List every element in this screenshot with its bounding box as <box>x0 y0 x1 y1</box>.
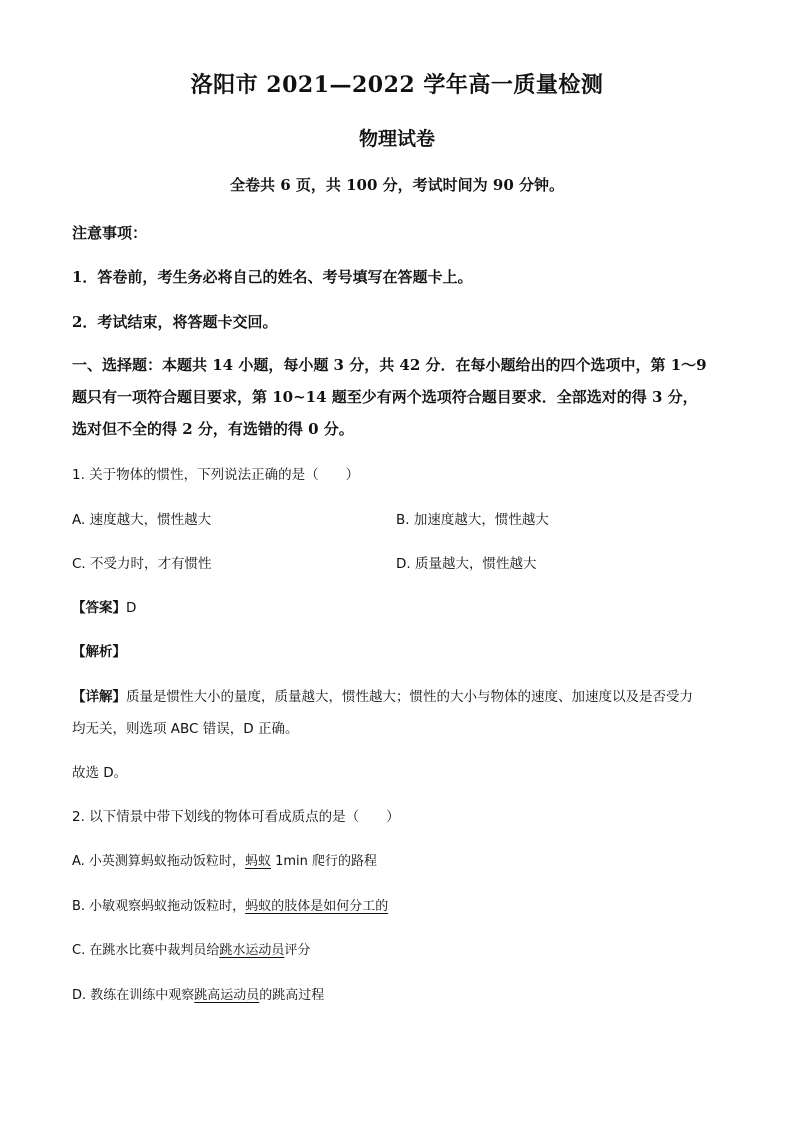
question-2-option-b <box>72 895 388 914</box>
detail-label: 【详解】 <box>72 689 126 705</box>
question-2-option-a <box>72 850 377 869</box>
question-2-option-c <box>72 939 310 958</box>
exam-info: 全卷共 6 页，共 100 分，考试时间为 90 分钟。 <box>230 176 564 194</box>
option-a-suffix: 1min 爬行的路程 <box>270 854 378 869</box>
question-1-option-a: A. 速度越大，惯性越大 <box>72 512 212 528</box>
answer-row <box>72 596 136 616</box>
notice-item-1: 1．答卷前，考生务必将自己的姓名、考号填写在答题卡上。 <box>72 268 473 286</box>
option-b-prefix: B. 小敏观察蚂蚁拖动饭粒时， <box>72 899 246 914</box>
answer-label: 【答案】 <box>72 600 126 616</box>
section-1-line-1: 一、选择题：本题共 14 小题，每小题 3 分，共 42 分．在每小题给出的四个选项中，第 1～9 <box>72 356 707 374</box>
option-a-prefix: A. 小英测算蚂蚁拖动饭粒时， <box>72 854 245 869</box>
answer-value: D <box>126 600 137 616</box>
question-1-option-c: C. 不受力时，才有惯性 <box>72 556 212 572</box>
conclusion: 故选 D。 <box>72 765 128 781</box>
option-c-suffix: 评分 <box>284 943 311 958</box>
option-c-underlined: 跳水运动员 <box>219 943 285 958</box>
section-1-line-2: 题只有一项符合题目要求，第 10~14 题至少有两个选项符合题目要求．全部选对的得 3 分， <box>72 388 698 406</box>
option-b-underlined: 蚂蚁的肢体是如何分工的 <box>245 899 389 914</box>
question-1-option-b: B. 加速度越大，惯性越大 <box>396 512 549 528</box>
notice-heading: 注意事项： <box>72 224 148 242</box>
question-2-stem: 2. 以下情景中带下划线的物体可看成质点的是（ ） <box>72 809 400 825</box>
option-d-underlined: 跳高运动员 <box>194 988 260 1003</box>
exam-title: 洛阳市 2021—2022 学年高一质量检测 <box>190 72 604 98</box>
question-2-option-d <box>72 984 324 1003</box>
option-d-suffix: 的跳高过程 <box>259 988 325 1003</box>
option-c-prefix: C. 在跳水比赛中裁判员给 <box>72 943 220 958</box>
detail-text-1: 质量是惯性大小的量度，质量越大，惯性越大；惯性的大小与物体的速度、加速度以及是否受力 <box>126 689 693 705</box>
question-1-stem: 1. 关于物体的惯性，下列说法正确的是（ ） <box>72 467 360 483</box>
question-1-option-d: D. 质量越大，惯性越大 <box>396 556 537 572</box>
notice-item-2: 2．考试结束，将答题卡交回。 <box>72 313 278 331</box>
option-a-underlined: 蚂蚁 <box>244 854 271 869</box>
section-1-line-3: 选对但不全的得 2 分，有选错的得 0 分。 <box>72 420 354 438</box>
analysis-label: 【解析】 <box>72 644 126 660</box>
detail-line-2: 均无关，则选项 ABC 错误，D 正确。 <box>72 721 299 737</box>
detail-line-1 <box>72 685 693 705</box>
exam-subject: 物理试卷 <box>358 128 435 150</box>
option-d-prefix: D. 教练在训练中观察 <box>72 988 195 1003</box>
